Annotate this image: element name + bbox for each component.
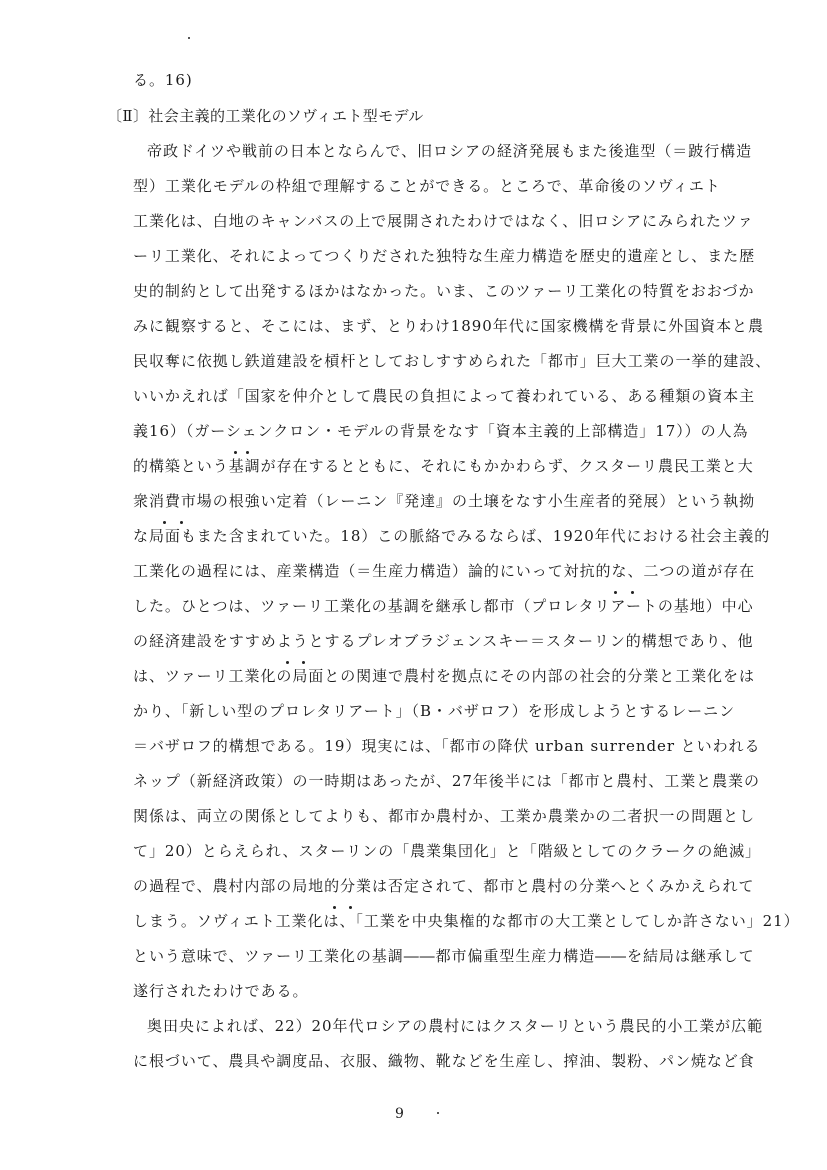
scan-speck [437,1112,439,1114]
emphasis-dot [349,906,352,909]
text-line-13: 衆消費市場の根強い定着（レーニン『発達』の土壌をなす小生産者的発展）という執拗 [133,492,756,510]
emphasis-dot [302,661,305,664]
text-line-20: ＝バザロフ的構想である。19）現実には、「都市の降伏 urban surrender といわれる [133,737,761,755]
text-line-15: 工業化の過程には、産業構造（＝生産力構造）論的にいって対抗的な、二つの道が存在 [133,562,756,580]
text-line-16: した。ひとつは、ツァーリ工業化の基調を継承し都市（プロレタリアートの基地）中心 [133,597,754,615]
text-line-24: の過程で、農村内部の局地的分業は否定されて、都市と農村の分業へとくみかえられて [133,877,755,895]
emphasis-dot [180,521,183,524]
text-line-18: は、ツァーリ工業化の局面との関連で農村を拠点にその内部の社会的分業と工業化をは [133,667,755,685]
emphasis-dot [234,451,237,454]
text-line-7: 史的制約として出発するほかはなかった。いま、このツァーリ工業化の特質をおおづか [133,282,755,300]
scan-speck [188,37,190,39]
text-line-27: 遂行されたわけである。 [133,982,309,1000]
emphasis-dot [333,906,336,909]
text-line-26: という意味で、ツァーリ工業化の基調――都市偏重型生産力構造――を結局は継承して [133,947,755,965]
emphasis-dot [631,591,634,594]
page-number: 9 [395,1106,404,1122]
text-line-4: 型）工業化モデルの枠組で理解することができる。ところで、革命後のソヴィエト [133,177,721,195]
section-heading: 〔Ⅱ〕社会主義的工業化のソヴィエト型モデル [107,107,424,125]
text-line-28: 奥田央によれば、22）20年代ロシアの農村にはクスターリという農民的小工業が広範 [147,1017,764,1035]
text-line-3: 帝政ドイツや戦前の日本とならんで、旧ロシアの経済発展もまた後進型（＝跛行構造 [147,142,753,160]
text-line-8: みに観察すると、そこには、まず、とりわけ1890年代に国家機構を背景に外国資本と農 [133,317,764,335]
emphasis-dot [614,591,617,594]
text-line-25: しまう。ソヴィエト工業化は、「工業を中央集権的な都市の大工業としてしか許さない」21） [133,912,800,930]
emphasis-dot [163,521,166,524]
text-line-14: な局面もまた含まれていた。18）この脈絡でみるならば、1920年代における社会主義的 [133,527,771,545]
text-line-19: かり、「新しい型のプロレタリアート」（B・バザロフ）を形成しようとするレーニン [133,702,736,720]
text-line-5: 工業化は、白地のキャンバスの上で展開されたわけではなく、旧ロシアにみられたツァ [133,212,754,230]
emphasis-dot [246,451,249,454]
text-line-1: る。16) [133,71,193,89]
text-line-9: 民収奪に依拠し鉄道建設を槓杆としておしすすめられた「都市」巨大工業の一挙的建設、 [133,352,772,370]
text-line-12: 的構築という基調が存在するとともに、それにもかかわらず、クスターリ農民工業と大 [133,457,754,475]
text-line-22: 関係は、両立の関係としてよりも、都市か農村か、工業か農業かの二者択一の問題とし [133,807,756,825]
text-line-29: に根づいて、農具や調度品、衣服、織物、靴などを生産し、搾油、製粉、パン焼など食 [133,1052,755,1070]
text-line-23: て」20）とらえられ、スターリンの「農業集団化」と「階級としてのクラークの絶滅」 [133,842,761,860]
emphasis-dot [286,661,289,664]
text-line-10: いいかえれば「国家を仲介として農民の負担によって養われている、ある種類の資本主 [133,387,756,405]
text-line-17: の経済建設をすすめようとするプレオブラジェンスキー＝スターリン的構想であり、他 [133,632,754,650]
text-line-6: ーリ工業化、それによってつくりだされた独特な生産力構造を歴史的遺産とし、また歴 [133,247,756,265]
text-line-21: ネップ（新経済政策）の一時期はあったが、27年後半には「都市と農村、工業と農業の [133,772,760,790]
text-line-11: 義16）（ガーシェンクロン・モデルの背景をなす「資本主義的上部構造」17））の人為 [133,422,749,440]
